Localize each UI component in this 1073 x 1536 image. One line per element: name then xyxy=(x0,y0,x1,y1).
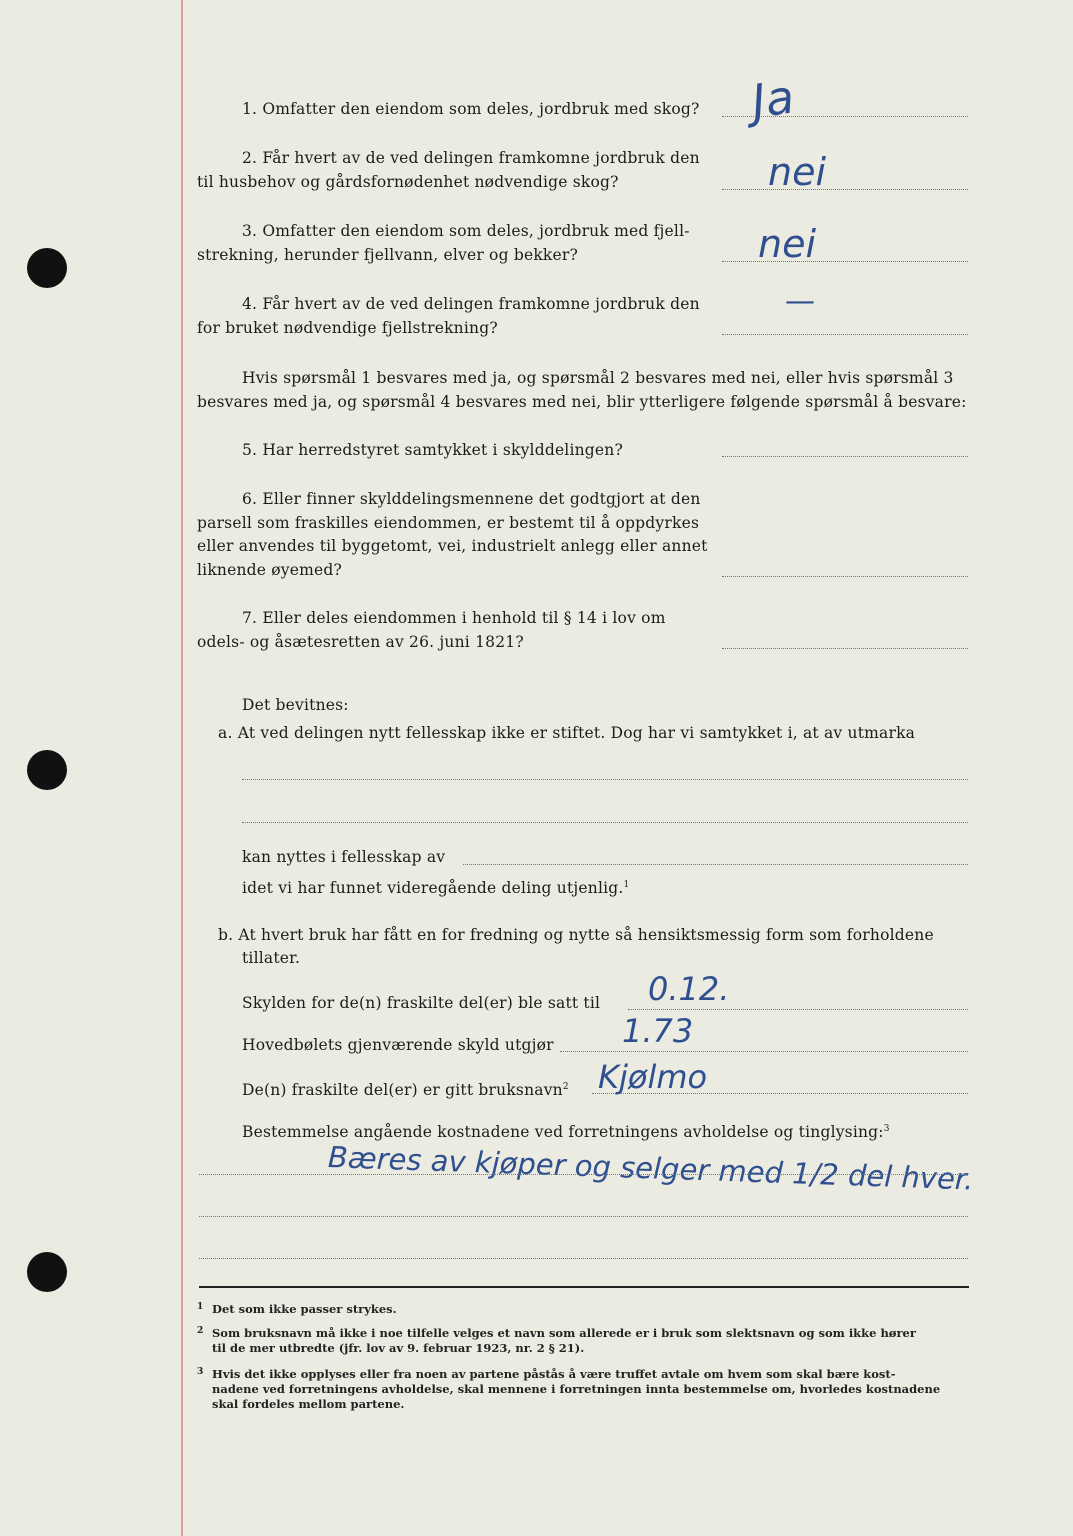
attest-a-text: a. At ved delingen nytt fellesskap ikke er stiftet. Dog har vi samtykket i, at av utmarka xyxy=(218,724,916,742)
attest-a-idet-text: idet vi har funnet videregående deling utjenlig. xyxy=(242,879,624,898)
bruksnavn-label xyxy=(242,1076,569,1102)
question-7-line-2: odels- og åsætesretten av 26. juni 1821? xyxy=(197,633,524,651)
answer-line-4[interactable] xyxy=(722,334,968,335)
question-4-line-2: for bruket nødvendige fjellstrekning? xyxy=(197,319,498,337)
bestemmelse-line-2[interactable] xyxy=(199,1216,968,1217)
hovedbol-value: 1.73 xyxy=(622,1012,694,1050)
bestemmelse-line-1[interactable] xyxy=(199,1174,968,1175)
footnote-2-line-2: til de mer utbredte (jfr. lov av 9. februar 1923, nr. 2 § 21). xyxy=(212,1341,585,1355)
question-2-line-2: til husbehov og gårdsfornødenhet nødvendige skog? xyxy=(197,173,619,191)
question-6-line-2: parsell som fraskilles eiendommen, er bestemt til å oppdyrkes xyxy=(197,514,700,532)
hovedbol-line[interactable] xyxy=(560,1051,968,1052)
footnote-separator xyxy=(199,1286,969,1288)
bestemmelse-label-text: Bestemmelse angående kostnadene ved forretningens avholdelse og tinglysing: xyxy=(242,1123,884,1142)
answer-3: nei xyxy=(758,222,817,266)
footnote-3-number: 3 xyxy=(197,1367,204,1377)
utmarka-line-1[interactable] xyxy=(242,779,968,780)
bestemmelse-line-3[interactable] xyxy=(199,1258,968,1259)
fellesskap-line[interactable] xyxy=(463,864,968,865)
condition-line-1: Hvis spørsmål 1 besvares med ja, og spørsmål 2 besvares med nei, eller hvis spørsmål 3 xyxy=(242,369,954,387)
attest-a-kan: kan nyttes i fellesskap av xyxy=(242,848,446,866)
attest-heading: Det bevitnes: xyxy=(242,696,349,714)
punch-hole xyxy=(27,248,67,288)
question-7-line-1: 7. Eller deles eiendommen i henhold til § 14 i lov om xyxy=(242,609,666,627)
bestemmelse-value: Bæres av kjøper og selger med 1/2 del hver. xyxy=(327,1140,974,1197)
footnote-2-line-1: Som bruksnavn må ikke i noe tilfelle velges et navn som allerede er i bruk som slektsnavn og som ikke hører xyxy=(212,1326,916,1340)
bruksnavn-label-text: De(n) fraskilte del(er) er gitt bruksnavn xyxy=(242,1081,563,1100)
footnote-ref-3: 3 xyxy=(883,1124,890,1134)
punch-hole xyxy=(27,750,67,790)
answer-4: — xyxy=(785,284,815,319)
skylden-label: Skylden for de(n) fraskilte del(er) ble satt til xyxy=(242,994,601,1012)
question-3-line-2: strekning, herunder fjellvann, elver og bekker? xyxy=(197,246,579,264)
footnote-ref-2: 2 xyxy=(562,1082,569,1092)
answer-line-2[interactable] xyxy=(722,189,968,190)
question-6-line-3: eller anvendes til byggetomt, vei, industrielt anlegg eller annet xyxy=(197,537,708,555)
skylden-value: 0.12. xyxy=(648,970,730,1008)
hovedbol-label: Hovedbølets gjenværende skyld utgjør xyxy=(242,1036,554,1054)
question-3-line-1: 3. Omfatter den eiendom som deles, jordbruk med fjell- xyxy=(242,222,690,240)
footnote-ref-1: 1 xyxy=(623,880,630,890)
answer-line-7[interactable] xyxy=(722,648,968,649)
answer-2: nei xyxy=(768,150,827,194)
question-5: 5. Har herredstyret samtykket i skylddelingen? xyxy=(242,441,623,459)
question-1: 1. Omfatter den eiendom som deles, jordbruk med skog? xyxy=(242,100,700,118)
condition-line-2: besvares med ja, og spørsmål 4 besvares med nei, blir ytterligere følgende spørsmål å besvare: xyxy=(197,393,967,411)
footnote-1-number: 1 xyxy=(197,1302,204,1312)
footnote-2-number: 2 xyxy=(197,1326,204,1336)
utmarka-line-2[interactable] xyxy=(242,822,968,823)
footnote-3-line-3: skal fordeles mellom partene. xyxy=(212,1397,405,1411)
footnote-3-line-1: Hvis det ikke opplyses eller fra noen av partene påstås å være truffet avtale om hvem som skal bære kost- xyxy=(212,1367,896,1381)
margin-line xyxy=(181,0,183,1536)
bruksnavn-value: Kjølmo xyxy=(598,1058,708,1096)
question-6-line-4: liknende øyemed? xyxy=(197,561,343,579)
punch-hole xyxy=(27,1252,67,1292)
footnote-3-line-2: nadene ved forretningens avholdelse, skal mennene i forretningen innta bestemmelse om, hvorledes kostnadene xyxy=(212,1382,941,1396)
attest-b-line-2: tillater. xyxy=(242,949,301,967)
attest-a-idet xyxy=(242,874,629,900)
attest-b-line-1: b. At hvert bruk har fått en for fredning og nytte så hensiktsmessig form som forholdene xyxy=(218,926,934,944)
question-2-line-1: 2. Får hvert av de ved delingen framkomne jordbruk den xyxy=(242,149,700,167)
question-6-line-1: 6. Eller finner skylddelingsmennene det godtgjort at den xyxy=(242,490,701,508)
answer-line-5[interactable] xyxy=(722,456,968,457)
answer-line-6[interactable] xyxy=(722,576,968,577)
footnote-1: Det som ikke passer strykes. xyxy=(212,1302,397,1316)
skylden-line[interactable] xyxy=(628,1009,968,1010)
question-4-line-1: 4. Får hvert av de ved delingen framkomne jordbruk den xyxy=(242,295,700,313)
answer-1: Ja xyxy=(748,69,798,129)
